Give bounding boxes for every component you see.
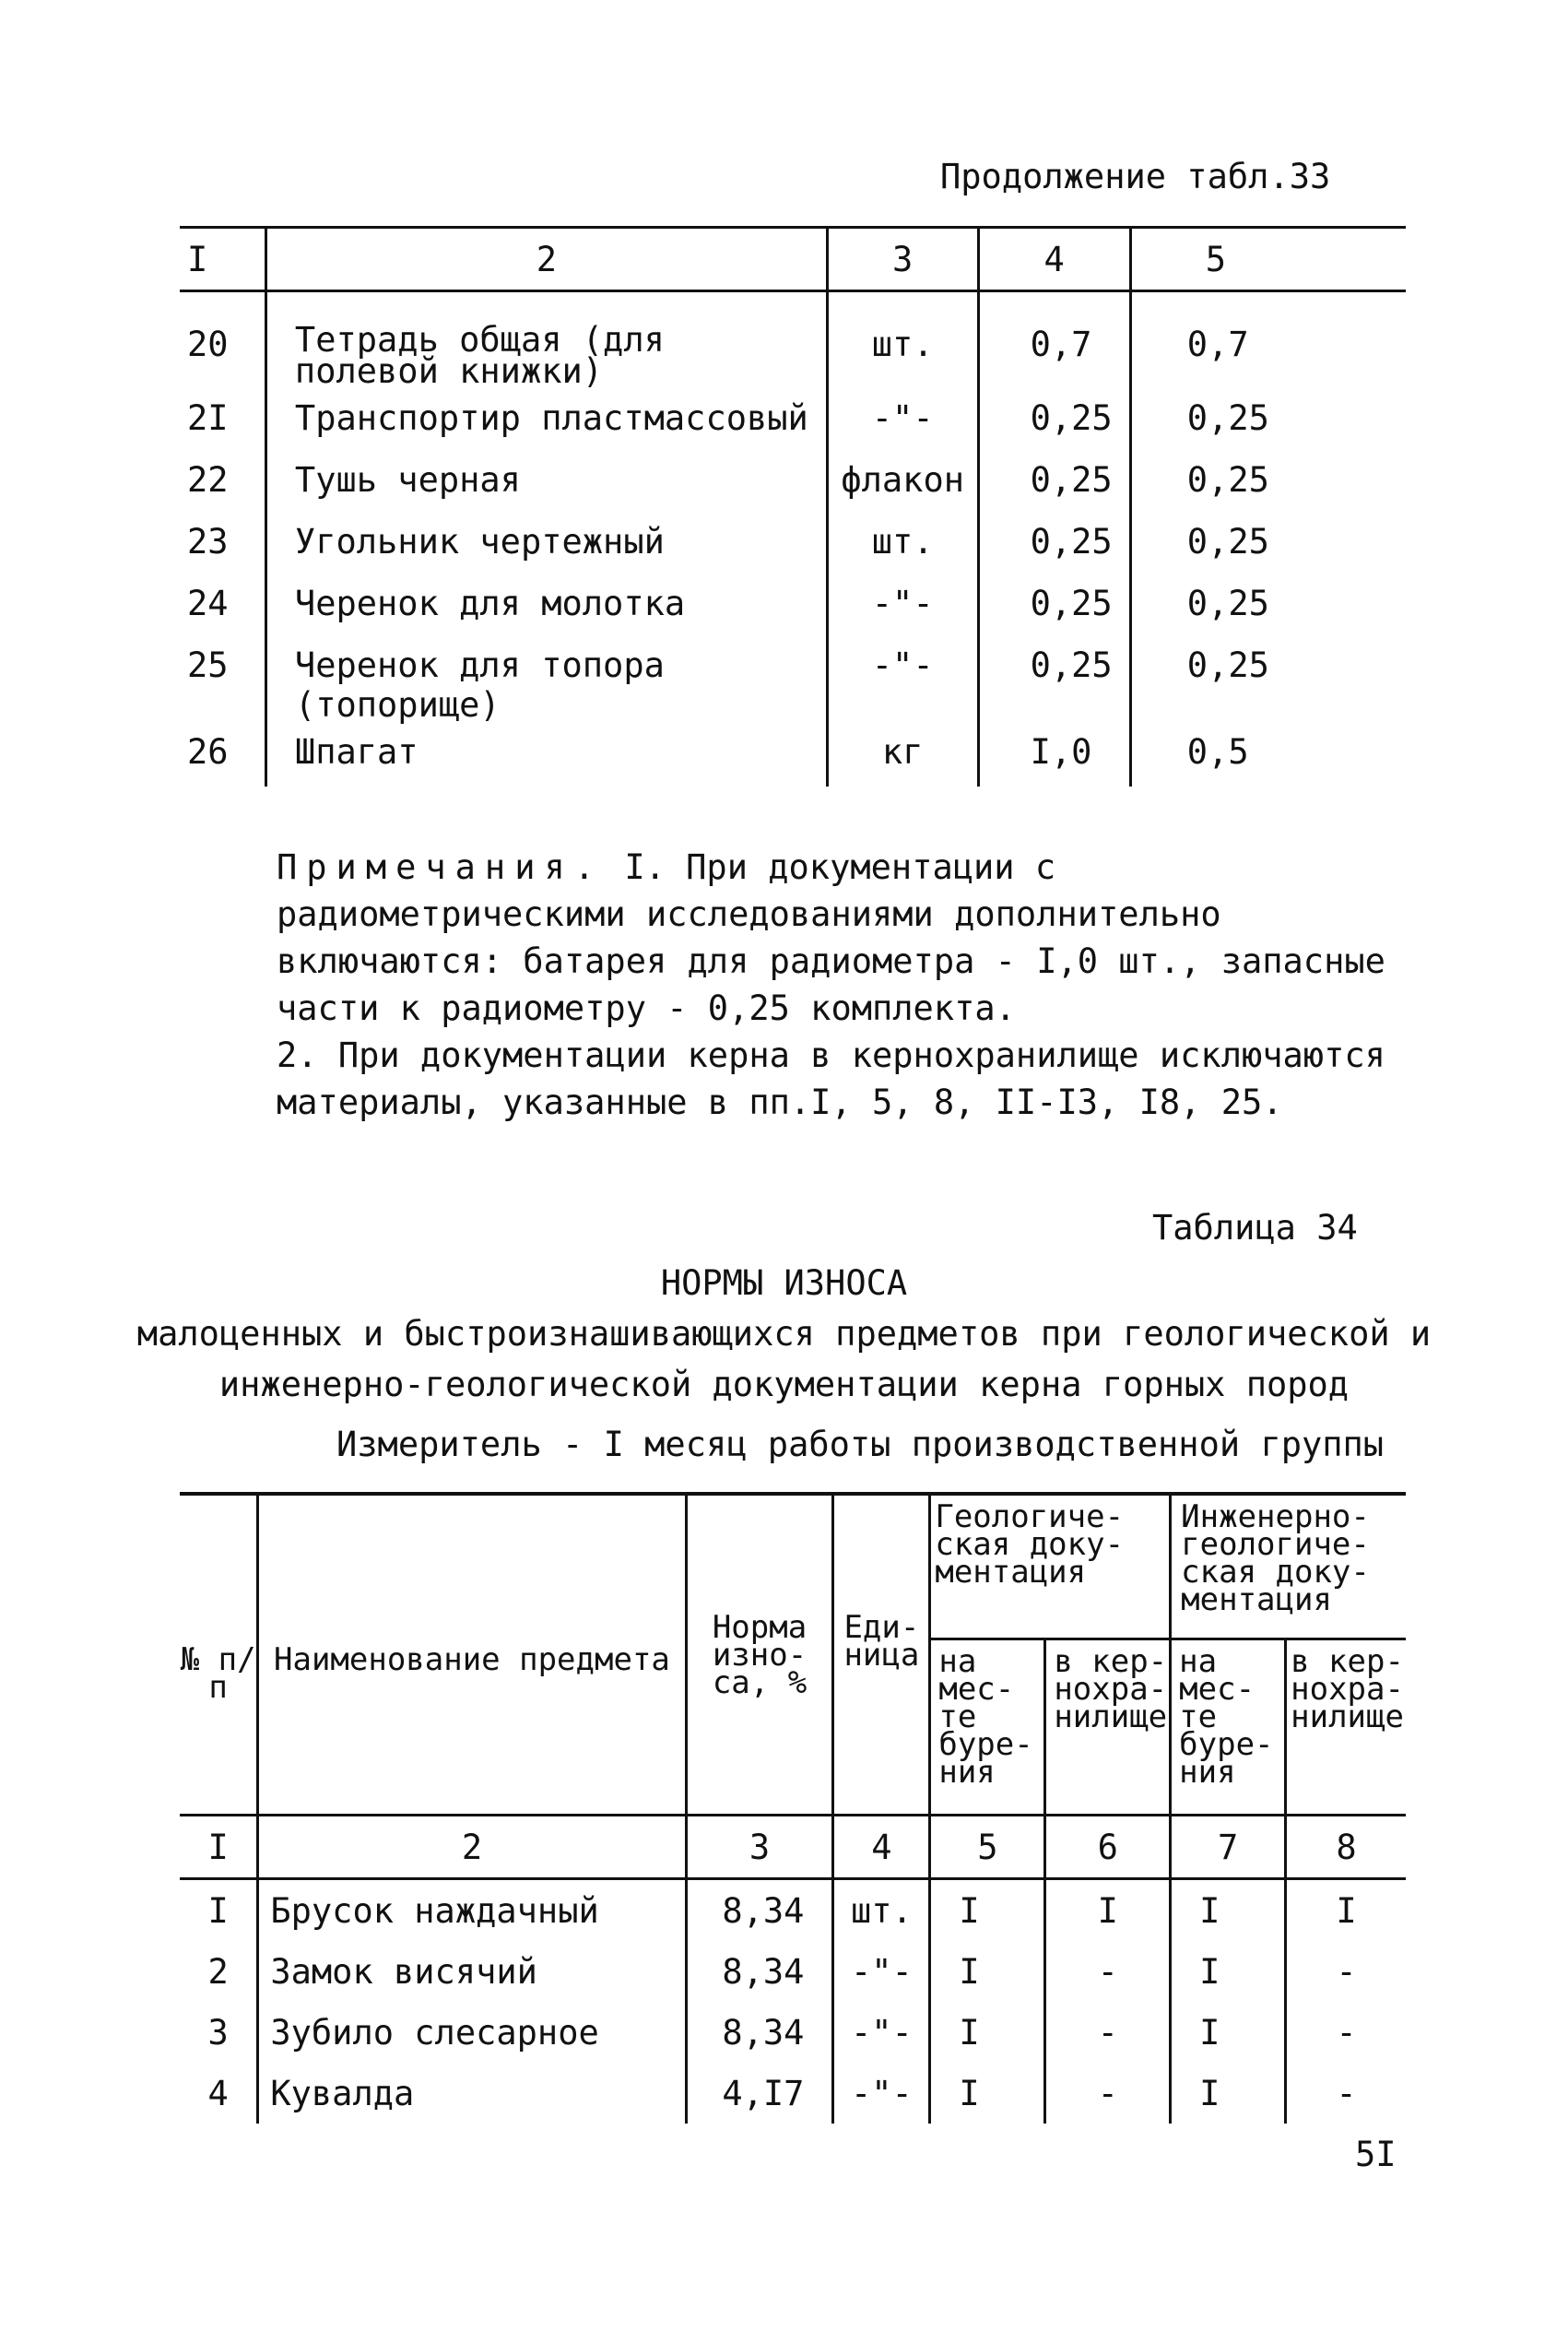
row-number: 24 xyxy=(187,583,229,623)
item-norm: 8,34 xyxy=(686,1941,833,2002)
table-34-label: Таблица 34 xyxy=(1152,1208,1358,1248)
item-unit: -"- xyxy=(833,2063,930,2124)
item-value-col4: I,0 xyxy=(978,725,1130,787)
row-number: 20 xyxy=(187,325,229,364)
note-1 xyxy=(277,844,1401,1032)
item-eng-site: I xyxy=(1171,1941,1286,2002)
item-unit: шт. xyxy=(827,515,978,576)
item-unit: -"- xyxy=(827,576,978,638)
table-row xyxy=(180,391,1406,453)
item-eng-storage: I xyxy=(1286,1879,1406,1942)
continuation-title: Продолжение табл.33 xyxy=(940,157,1331,196)
item-norm: 8,34 xyxy=(686,1879,833,1942)
header-eng-in-storage: в кер-нохра-нилище xyxy=(1286,1639,1406,1816)
t33-header-col1: I xyxy=(180,228,265,291)
item-value-col4: 0,25 xyxy=(978,576,1130,638)
item-geo-storage: I xyxy=(1045,1879,1171,1942)
row-number: 23 xyxy=(187,521,229,562)
row-number: 26 xyxy=(187,731,229,772)
item-geo-site: I xyxy=(930,2063,1045,2124)
table-row xyxy=(180,576,1406,638)
item-geo-storage: - xyxy=(1045,2002,1171,2063)
item-name: Шпагат xyxy=(265,725,827,787)
item-value-col5: 0,25 xyxy=(1130,638,1406,725)
header-norm: Норма изно-са, % xyxy=(686,1494,833,1816)
header-eng: Инженерно-геологиче-ская доку-ментация xyxy=(1171,1494,1406,1639)
item-eng-storage: - xyxy=(1286,2002,1406,2063)
table-row xyxy=(180,2063,1406,2124)
header-num: № п/п xyxy=(180,1494,258,1816)
note-1-text: I. При документации с радиометрическими исследованиями дополнительно включаются: батарея для радиометра - I,0 шт., запасные части к радиометру - 0,25 комплекта. xyxy=(277,847,1385,1028)
item-name: Зубило слесарное xyxy=(258,2002,686,2063)
table-row xyxy=(180,1879,1406,1942)
table-34-measure: Измеритель - I месяц работы производственной группы xyxy=(336,1425,1385,1464)
header-unit: Еди-ница xyxy=(833,1494,930,1816)
col-number: 6 xyxy=(1045,1816,1171,1879)
table-row xyxy=(180,2002,1406,2063)
t33-header-col2: 2 xyxy=(265,228,827,291)
table-34-subtitle-line-1: малоценных и быстроизнашивающихся предметов при геологической и xyxy=(136,1314,1432,1354)
table-34-column-numbers xyxy=(180,1816,1406,1879)
col-number: 3 xyxy=(686,1816,833,1879)
item-norm: 8,34 xyxy=(686,2002,833,2063)
header-geo-in-storage: в кер-нохра-нилище xyxy=(1045,1639,1171,1816)
col-number: 4 xyxy=(833,1816,930,1879)
item-value-col4: 0,25 xyxy=(978,638,1130,725)
t33-header-col5: 5 xyxy=(1130,228,1406,291)
row-number: 2I xyxy=(187,397,229,438)
notes-block xyxy=(277,844,1401,1126)
item-value-col4: 0,25 xyxy=(978,453,1130,515)
table-34-title: НОРМЫ ИЗНОСА xyxy=(660,1263,908,1303)
item-name: Кувалда xyxy=(258,2063,686,2124)
item-unit: -"- xyxy=(833,1941,930,2002)
table-34 xyxy=(180,1492,1406,2124)
item-value-col5: 0,25 xyxy=(1130,453,1406,515)
header-geo-at-site: на мес-те буре-ния xyxy=(930,1639,1045,1816)
item-unit: флакон xyxy=(827,453,978,515)
row-number: 2 xyxy=(207,1951,229,1992)
table-row xyxy=(180,291,1406,391)
item-unit: -"- xyxy=(827,638,978,725)
item-value-col5: 0,5 xyxy=(1130,725,1406,787)
t33-header-col3: 3 xyxy=(827,228,978,291)
item-norm: 4,I7 xyxy=(686,2063,833,2124)
row-number: I xyxy=(207,1890,229,1931)
item-name: Черенок для молотка xyxy=(265,576,827,638)
notes-label: Примечания. xyxy=(277,847,605,887)
item-name: Замок висячий xyxy=(258,1941,686,2002)
item-geo-storage: - xyxy=(1045,2063,1171,2124)
item-unit: -"- xyxy=(833,2002,930,2063)
item-geo-site: I xyxy=(930,1941,1045,2002)
item-eng-site: I xyxy=(1171,1879,1286,1942)
item-value-col5: 0,25 xyxy=(1130,391,1406,453)
item-unit: -"- xyxy=(827,391,978,453)
item-value-col4: 0,25 xyxy=(978,391,1130,453)
table-row xyxy=(180,638,1406,725)
table-row xyxy=(180,453,1406,515)
item-name: Тетрадь общая (для полевой книжки) xyxy=(265,291,827,391)
col-number: 7 xyxy=(1171,1816,1286,1879)
item-eng-site: I xyxy=(1171,2063,1286,2124)
table-33-header-row xyxy=(180,228,1406,291)
item-name: Угольник чертежный xyxy=(265,515,827,576)
header-eng-at-site: на мес-те буре-ния xyxy=(1171,1639,1286,1816)
item-unit: шт. xyxy=(833,1879,930,1942)
item-unit: кг xyxy=(827,725,978,787)
col-number: 8 xyxy=(1286,1816,1406,1879)
item-value-col5: 0,25 xyxy=(1130,515,1406,576)
table-33 xyxy=(180,226,1406,787)
col-number: 2 xyxy=(258,1816,686,1879)
table-34-header-row-1 xyxy=(180,1494,1406,1639)
table-row xyxy=(180,725,1406,787)
header-name: Наименование предмета xyxy=(258,1494,686,1816)
item-geo-storage: - xyxy=(1045,1941,1171,2002)
row-number: 3 xyxy=(207,2012,229,2053)
item-value-col4: 0,25 xyxy=(978,515,1130,576)
table-34-subtitle-line-2: инженерно-геологической документации керна горных пород xyxy=(218,1365,1350,1404)
item-value-col4: 0,7 xyxy=(978,291,1130,391)
row-number: 4 xyxy=(207,2073,229,2113)
item-value-col5: 0,7 xyxy=(1130,291,1406,391)
col-number: I xyxy=(180,1816,258,1879)
row-number: 25 xyxy=(187,645,229,685)
item-eng-storage: - xyxy=(1286,2063,1406,2124)
item-unit: шт. xyxy=(827,291,978,391)
item-eng-site: I xyxy=(1171,2002,1286,2063)
item-name: Черенок для топора (топорище) xyxy=(265,638,827,725)
note-2: 2. При документации керна в кернохранилище исключаются материалы, указанные в пп.I, 5, 8, II-I3, I8, 25. xyxy=(277,1035,1385,1122)
col-number: 5 xyxy=(930,1816,1045,1879)
item-name: Брусок наждачный xyxy=(258,1879,686,1942)
item-eng-storage: - xyxy=(1286,1941,1406,2002)
item-geo-site: I xyxy=(930,1879,1045,1942)
item-value-col5: 0,25 xyxy=(1130,576,1406,638)
item-geo-site: I xyxy=(930,2002,1045,2063)
table-row xyxy=(180,515,1406,576)
table-row xyxy=(180,1941,1406,2002)
header-geo: Геологиче-ская доку-ментация xyxy=(930,1494,1171,1639)
page-number: 5I xyxy=(1355,2135,1397,2174)
row-number: 22 xyxy=(187,459,229,500)
item-name: Тушь черная xyxy=(265,453,827,515)
t33-header-col4: 4 xyxy=(978,228,1130,291)
item-name: Транспортир пластмассовый xyxy=(265,391,827,453)
